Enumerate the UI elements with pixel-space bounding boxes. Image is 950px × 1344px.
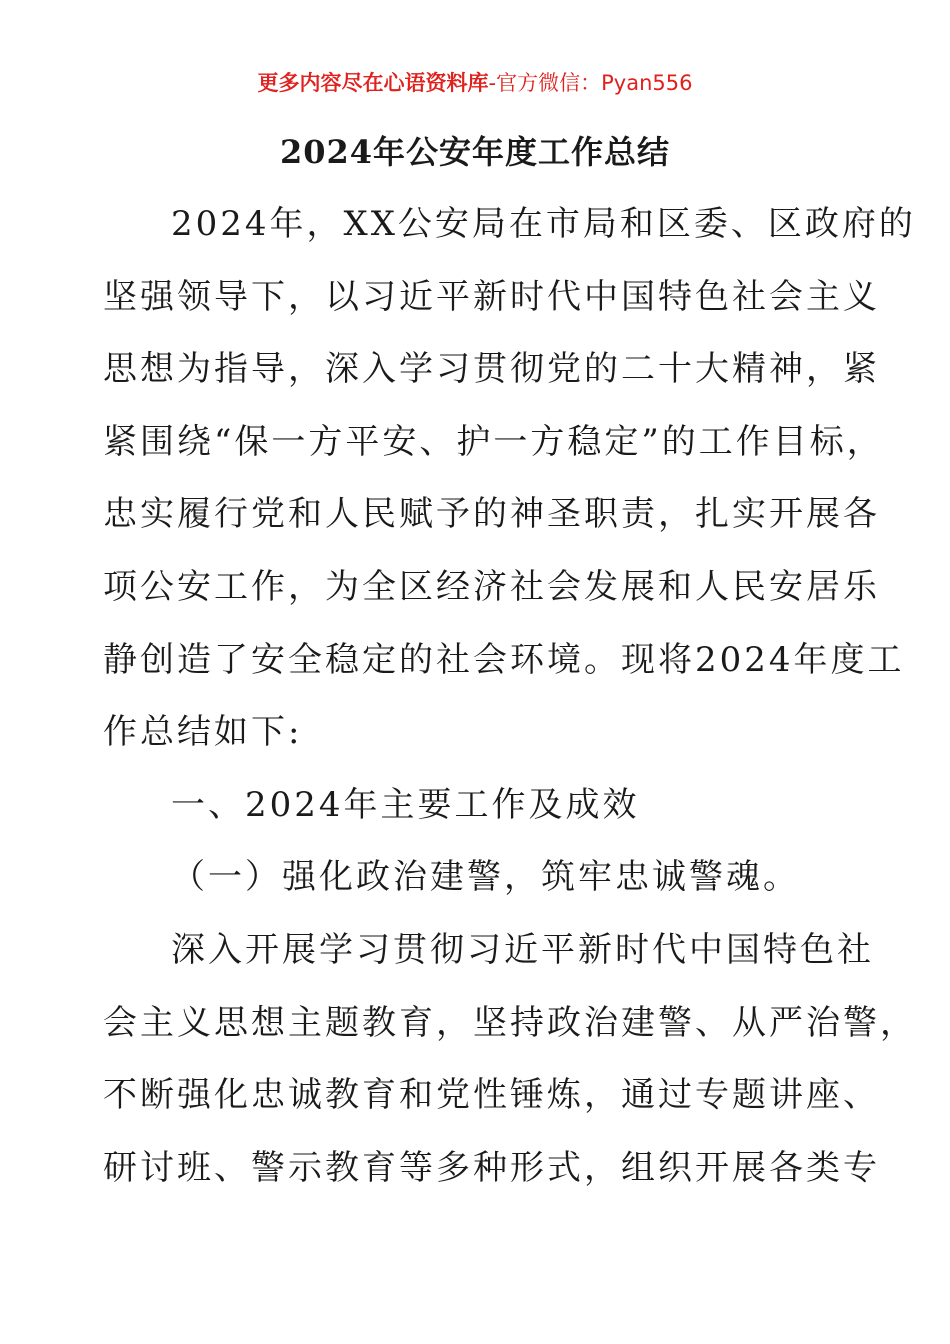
paragraph-line: 坚强领导下，以习近平新时代中国特色社会主义 xyxy=(103,276,880,317)
paragraph-line: 思想为指导，深入学习贯彻党的二十大精神，紧 xyxy=(103,349,880,390)
section-heading: 一、2024年主要工作及成效 xyxy=(171,784,640,825)
paragraph-line: 项公安工作，为全区经济社会发展和人民安居乐 xyxy=(103,566,880,607)
watermark-wechat: -官方微信：Pyan556 xyxy=(488,71,693,95)
paragraph-line: 忠实履行党和人民赋予的神圣职责，扎实开展各 xyxy=(103,494,880,535)
paragraph-line: 会主义思想主题教育，坚持政治建警、从严治警， xyxy=(103,1002,917,1043)
paragraph-line: 不断强化忠诚教育和党性锤炼，通过专题讲座、 xyxy=(103,1075,880,1116)
watermark-header xyxy=(0,68,950,98)
paragraph-line: 研讨班、警示教育等多种形式，组织开展各类专 xyxy=(103,1147,880,1188)
subsection-heading: （一）强化政治建警，筑牢忠诚警魂。 xyxy=(171,857,800,898)
paragraph-line: 作总结如下: xyxy=(103,712,303,753)
document-title: 2024年公安年度工作总结 xyxy=(279,133,671,171)
document-body xyxy=(103,188,917,1204)
paragraph-line: 2024年，XX公安局在市局和区委、区政府的 xyxy=(171,204,916,244)
paragraph-line: 深入开展学习贯彻习近平新时代中国特色社 xyxy=(171,929,874,970)
paragraph-line: 紧围绕“保一方平安、护一方稳定”的工作目标， xyxy=(103,421,884,462)
paragraph-line: 静创造了安全稳定的社会环境。现将2024年度工 xyxy=(103,639,905,680)
watermark-library-name: 更多内容尽在心语资料库 xyxy=(257,71,489,95)
